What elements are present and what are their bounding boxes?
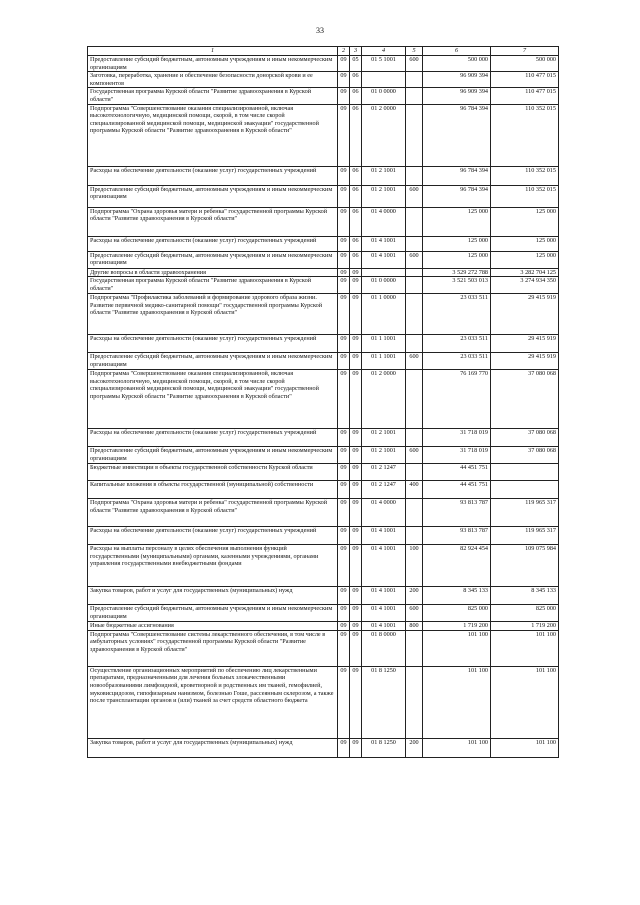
row-target-article: 01 4 1001: [362, 527, 406, 545]
table-row: [88, 587, 559, 605]
row-amount-2: 29 415 919: [491, 353, 559, 370]
row-expense-type: [406, 464, 423, 481]
row-amount-1: 96 909 394: [423, 72, 491, 88]
row-target-article: 01 4 1001: [362, 605, 406, 622]
row-subsection: 06: [350, 236, 362, 251]
row-name: Расходы на обеспечение деятельности (оказание услуг) государственных учреждений: [88, 429, 338, 447]
row-amount-2: 125 000: [491, 251, 559, 268]
row-section: 09: [338, 268, 350, 277]
row-subsection: 06: [350, 72, 362, 88]
row-name: Расходы на обеспечение деятельности (оказание услуг) государственных учреждений: [88, 236, 338, 251]
row-amount-2: 29 415 919: [491, 335, 559, 353]
table-row: [88, 56, 559, 72]
row-target-article: 01 2 0000: [362, 370, 406, 429]
row-amount-1: 76 169 770: [423, 370, 491, 429]
row-name: Подпрограмма "Охрана здоровья матери и ребенка" государственной программы Курской области "Развитие здравоохранения в Курской области": [88, 207, 338, 236]
table-row: [88, 481, 559, 499]
row-target-article: 01 4 0000: [362, 499, 406, 527]
row-name: Подпрограмма "Совершенствование оказания специализированной, включая высокотехнологичную, медицинской помощи, скорой, в том числе скорой специализированной медицинской помощи, медицинской эвакуации" государственной программы Курской области "Развитие здравоохранения в Курской области": [88, 370, 338, 429]
row-expense-type: [406, 527, 423, 545]
row-target-article: 01 1 1001: [362, 353, 406, 370]
row-subsection: 06: [350, 166, 362, 185]
row-subsection: 09: [350, 622, 362, 631]
row-name: Расходы на выплаты персоналу в целях обеспечения выполнения функций государственными (муниципальными) органами, казенными учреждениями, органами управления государственными внебюджетными фондами: [88, 545, 338, 587]
row-subsection: 09: [350, 666, 362, 738]
row-subsection: 09: [350, 630, 362, 666]
row-subsection: 06: [350, 185, 362, 207]
row-amount-2: 110 477 015: [491, 88, 559, 104]
row-amount-1: 125 000: [423, 251, 491, 268]
row-amount-2: 110 352 015: [491, 185, 559, 207]
row-expense-type: 600: [406, 447, 423, 464]
row-amount-1: 101 100: [423, 630, 491, 666]
row-expense-type: 600: [406, 185, 423, 207]
header-col-name: 1: [88, 47, 338, 56]
header-col-amount-2: 7: [491, 47, 559, 56]
row-expense-type: 400: [406, 481, 423, 499]
row-amount-1: 31 718 019: [423, 447, 491, 464]
row-target-article: 01 0 0000: [362, 277, 406, 294]
row-expense-type: [406, 104, 423, 166]
row-amount-1: 125 000: [423, 236, 491, 251]
row-subsection: 09: [350, 353, 362, 370]
page-number: 33: [316, 26, 324, 35]
row-amount-1: 23 033 511: [423, 353, 491, 370]
row-target-article: 01 2 1001: [362, 185, 406, 207]
row-target-article: 01 2 1001: [362, 447, 406, 464]
table-row: [88, 72, 559, 88]
row-amount-1: 500 000: [423, 56, 491, 72]
row-name: Предоставление субсидий бюджетным, автономным учреждениям и иным некоммерческим организациям: [88, 185, 338, 207]
table-row: [88, 166, 559, 185]
row-name: Предоставление субсидий бюджетным, автономным учреждениям и иным некоммерческим организациям: [88, 605, 338, 622]
header-col-section: 2: [338, 47, 350, 56]
row-subsection: 09: [350, 429, 362, 447]
row-expense-type: [406, 630, 423, 666]
row-subsection: 06: [350, 207, 362, 236]
row-amount-2: 29 415 919: [491, 294, 559, 335]
row-name: Осуществление организационных мероприятий по обеспечению лиц лекарственными препаратами, предназначенными для лечения больных злокачественными новообразованиями лимфоидной, кроветворной и родственных им тканей, гемофилией, муковисцидозом, гипофизарным нанизмом, болезнью Гоше, рассеянным склерозом, а также после трансплантации органов и (или) тканей за счет средств областного бюджета: [88, 666, 338, 738]
table-row: [88, 630, 559, 666]
row-name: Закупка товаров, работ и услуг для государственных (муниципальных) нужд: [88, 738, 338, 757]
row-target-article: [362, 268, 406, 277]
row-target-article: 01 1 1001: [362, 335, 406, 353]
row-name: Предоставление субсидий бюджетным, автономным учреждениям и иным некоммерческим организациям: [88, 251, 338, 268]
row-section: 09: [338, 605, 350, 622]
row-expense-type: [406, 277, 423, 294]
row-name: Подпрограмма "Профилактика заболеваний и формирование здорового образа жизни. Развитие первичной медико-санитарной помощи" государственной программы Курской области "Развитие здравоохранения в Курской области": [88, 294, 338, 335]
row-amount-2: 119 965 317: [491, 499, 559, 527]
budget-table: [87, 46, 559, 758]
row-amount-1: 101 100: [423, 738, 491, 757]
row-section: 09: [338, 447, 350, 464]
row-section: 09: [338, 666, 350, 738]
row-section: 09: [338, 88, 350, 104]
row-target-article: 01 8 1250: [362, 738, 406, 757]
table-row: [88, 499, 559, 527]
table-row: [88, 738, 559, 757]
row-expense-type: 600: [406, 251, 423, 268]
row-amount-2: 37 080 068: [491, 429, 559, 447]
row-subsection: 09: [350, 335, 362, 353]
row-section: 09: [338, 527, 350, 545]
row-amount-2: 825 000: [491, 605, 559, 622]
row-expense-type: 600: [406, 56, 423, 72]
row-expense-type: 800: [406, 622, 423, 631]
table-row: [88, 605, 559, 622]
row-expense-type: [406, 166, 423, 185]
row-name: Капитальные вложения в объекты государственной (муниципальной) собственности: [88, 481, 338, 499]
row-target-article: 01 0 0000: [362, 88, 406, 104]
row-section: 09: [338, 207, 350, 236]
row-amount-1: 101 100: [423, 666, 491, 738]
row-target-article: 01 4 1001: [362, 545, 406, 587]
table-row: [88, 447, 559, 464]
row-expense-type: [406, 268, 423, 277]
table-row: [88, 207, 559, 236]
row-expense-type: 600: [406, 605, 423, 622]
row-expense-type: 600: [406, 353, 423, 370]
table-row: [88, 545, 559, 587]
table-row: [88, 251, 559, 268]
row-target-article: 01 8 0000: [362, 630, 406, 666]
table-row: [88, 429, 559, 447]
row-amount-1: 82 924 454: [423, 545, 491, 587]
row-target-article: 01 1 0000: [362, 294, 406, 335]
row-amount-1: 96 909 394: [423, 88, 491, 104]
row-amount-1: 3 529 272 788: [423, 268, 491, 277]
row-amount-1: 44 451 751: [423, 481, 491, 499]
row-section: 09: [338, 104, 350, 166]
row-section: 09: [338, 236, 350, 251]
row-subsection: 09: [350, 294, 362, 335]
row-expense-type: [406, 294, 423, 335]
row-expense-type: [406, 499, 423, 527]
row-expense-type: [406, 88, 423, 104]
row-section: 09: [338, 429, 350, 447]
row-expense-type: 100: [406, 545, 423, 587]
row-name: Другие вопросы в области здравоохранения: [88, 268, 338, 277]
row-amount-2: 3 274 934 350: [491, 277, 559, 294]
row-amount-1: 23 033 511: [423, 294, 491, 335]
row-section: 09: [338, 370, 350, 429]
row-target-article: 01 2 1001: [362, 166, 406, 185]
row-amount-1: 125 000: [423, 207, 491, 236]
row-amount-1: 31 718 019: [423, 429, 491, 447]
row-section: 09: [338, 335, 350, 353]
row-amount-2: 110 352 015: [491, 104, 559, 166]
row-amount-2: 119 965 317: [491, 527, 559, 545]
row-section: 09: [338, 738, 350, 757]
row-section: 09: [338, 56, 350, 72]
table-row: [88, 622, 559, 631]
row-target-article: 01 4 1001: [362, 251, 406, 268]
row-name: Государственная программа Курской области "Развитие здравоохранения в Курской области": [88, 277, 338, 294]
row-name: Подпрограмма "Совершенствование системы лекарственного обеспечения, в том числе в амбулаторных условиях" государственной программы Курской области "Развитие здравоохранения в Курской области": [88, 630, 338, 666]
row-target-article: 01 5 1001: [362, 56, 406, 72]
table-row: [88, 88, 559, 104]
row-amount-1: 8 345 133: [423, 587, 491, 605]
table-header-row: [88, 47, 559, 56]
row-expense-type: 200: [406, 587, 423, 605]
row-amount-2: 101 100: [491, 738, 559, 757]
row-target-article: 01 2 1001: [362, 429, 406, 447]
table-row: [88, 335, 559, 353]
row-amount-1: 96 784 394: [423, 104, 491, 166]
row-amount-2: 37 080 068: [491, 447, 559, 464]
header-col-target-article: 4: [362, 47, 406, 56]
row-name: Закупка товаров, работ и услуг для государственных (муниципальных) нужд: [88, 587, 338, 605]
row-section: 09: [338, 499, 350, 527]
row-name: Подпрограмма "Совершенствование оказания специализированной, включая высокотехнологичную, медицинской помощи, скорой, в том числе скорой специализированной медицинской помощи, медицинской эвакуации" государственной программы Курской области "Развитие здравоохранения в Курской области": [88, 104, 338, 166]
row-subsection: 09: [350, 527, 362, 545]
table-row: [88, 236, 559, 251]
row-name: Расходы на обеспечение деятельности (оказание услуг) государственных учреждений: [88, 166, 338, 185]
row-subsection: 09: [350, 738, 362, 757]
row-amount-1: 96 784 394: [423, 185, 491, 207]
row-section: 09: [338, 545, 350, 587]
row-amount-2: 125 000: [491, 207, 559, 236]
row-amount-2: 500 000: [491, 56, 559, 72]
row-subsection: 06: [350, 104, 362, 166]
row-subsection: 06: [350, 251, 362, 268]
row-subsection: 09: [350, 587, 362, 605]
row-amount-1: 96 784 394: [423, 166, 491, 185]
row-name: Иные бюджетные ассигнования: [88, 622, 338, 631]
row-amount-2: 109 075 984: [491, 545, 559, 587]
row-name: Заготовка, переработка, хранение и обеспечение безопасности донорской крови и ее компонентов: [88, 72, 338, 88]
table-row: [88, 294, 559, 335]
row-section: 09: [338, 251, 350, 268]
row-name: Подпрограмма "Охрана здоровья матери и ребенка" государственной программы Курской области "Развитие здравоохранения в Курской области": [88, 499, 338, 527]
row-amount-2: 101 100: [491, 666, 559, 738]
row-expense-type: [406, 429, 423, 447]
row-expense-type: [406, 370, 423, 429]
row-section: 09: [338, 277, 350, 294]
header-col-amount-1: 6: [423, 47, 491, 56]
row-name: Предоставление субсидий бюджетным, автономным учреждениям и иным некоммерческим организациям: [88, 447, 338, 464]
row-section: 09: [338, 464, 350, 481]
row-name: Государственная программа Курской области "Развитие здравоохранения в Курской области": [88, 88, 338, 104]
row-amount-1: 3 521 503 013: [423, 277, 491, 294]
table-row: [88, 185, 559, 207]
table-row: [88, 268, 559, 277]
row-section: 09: [338, 587, 350, 605]
row-subsection: 09: [350, 268, 362, 277]
row-expense-type: 200: [406, 738, 423, 757]
row-amount-2: 3 282 704 125: [491, 268, 559, 277]
table-row: [88, 277, 559, 294]
row-section: 09: [338, 353, 350, 370]
row-name: Предоставление субсидий бюджетным, автономным учреждениям и иным некоммерческим организациям: [88, 56, 338, 72]
table-row: [88, 353, 559, 370]
row-target-article: 01 4 1001: [362, 587, 406, 605]
table-row: [88, 666, 559, 738]
row-amount-1: 825 000: [423, 605, 491, 622]
row-target-article: 01 2 1247: [362, 481, 406, 499]
table-row: [88, 370, 559, 429]
row-amount-2: [491, 464, 559, 481]
row-target-article: [362, 72, 406, 88]
row-section: 09: [338, 185, 350, 207]
row-subsection: 09: [350, 545, 362, 587]
header-col-subsection: 3: [350, 47, 362, 56]
row-expense-type: [406, 666, 423, 738]
row-target-article: 01 8 1250: [362, 666, 406, 738]
row-subsection: 09: [350, 447, 362, 464]
row-section: 09: [338, 622, 350, 631]
row-section: 09: [338, 166, 350, 185]
row-name: Расходы на обеспечение деятельности (оказание услуг) государственных учреждений: [88, 527, 338, 545]
row-amount-2: 8 345 133: [491, 587, 559, 605]
row-target-article: 01 4 0000: [362, 207, 406, 236]
row-amount-2: 37 080 068: [491, 370, 559, 429]
row-amount-2: 110 477 015: [491, 72, 559, 88]
row-section: 09: [338, 294, 350, 335]
row-amount-1: 93 813 787: [423, 499, 491, 527]
header-col-expense-type: 5: [406, 47, 423, 56]
row-name: Расходы на обеспечение деятельности (оказание услуг) государственных учреждений: [88, 335, 338, 353]
row-amount-2: 110 352 015: [491, 166, 559, 185]
row-expense-type: [406, 335, 423, 353]
table-row: [88, 527, 559, 545]
table-body: [88, 56, 559, 758]
row-section: 09: [338, 72, 350, 88]
row-section: 09: [338, 481, 350, 499]
row-subsection: 06: [350, 88, 362, 104]
table-row: [88, 104, 559, 166]
row-expense-type: [406, 236, 423, 251]
row-target-article: 01 4 1001: [362, 622, 406, 631]
row-amount-2: [491, 481, 559, 499]
row-target-article: 01 2 1247: [362, 464, 406, 481]
row-section: 09: [338, 630, 350, 666]
row-amount-2: 1 719 200: [491, 622, 559, 631]
row-amount-2: 125 000: [491, 236, 559, 251]
row-amount-2: 101 100: [491, 630, 559, 666]
row-amount-1: 1 719 200: [423, 622, 491, 631]
row-amount-1: 23 033 511: [423, 335, 491, 353]
row-expense-type: [406, 207, 423, 236]
row-subsection: 09: [350, 605, 362, 622]
row-subsection: 09: [350, 277, 362, 294]
row-subsection: 09: [350, 499, 362, 527]
row-amount-1: 44 451 751: [423, 464, 491, 481]
row-subsection: 05: [350, 56, 362, 72]
row-target-article: 01 4 1001: [362, 236, 406, 251]
row-subsection: 09: [350, 481, 362, 499]
table-row: [88, 464, 559, 481]
row-name: Бюджетные инвестиции в объекты государственной собственности Курской области: [88, 464, 338, 481]
row-target-article: 01 2 0000: [362, 104, 406, 166]
row-expense-type: [406, 72, 423, 88]
row-name: Предоставление субсидий бюджетным, автономным учреждениям и иным некоммерческим организациям: [88, 353, 338, 370]
row-subsection: 09: [350, 464, 362, 481]
row-amount-1: 93 813 787: [423, 527, 491, 545]
row-subsection: 09: [350, 370, 362, 429]
